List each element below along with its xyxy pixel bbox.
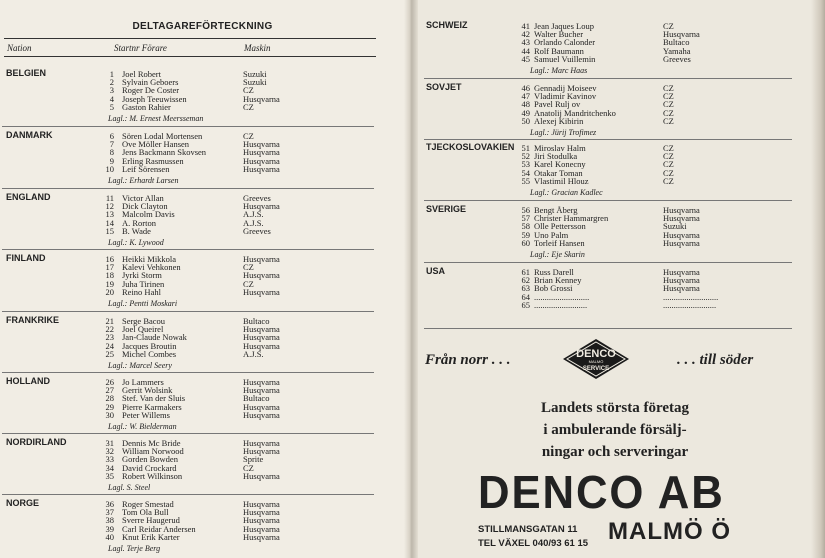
- company-street: STILLMANSGATAN 11: [478, 524, 578, 535]
- machine-name: A.J.S.: [243, 217, 264, 228]
- start-number: 19: [105, 278, 114, 289]
- machine-names: [663, 84, 674, 125]
- rider-name: Jacques Broutin: [122, 340, 177, 351]
- start-number: 59: [521, 229, 530, 240]
- header-nation: Nation: [7, 43, 32, 53]
- machine-name: CZ: [663, 167, 674, 178]
- machine-name: Husqvarna: [243, 332, 280, 343]
- machine-name: CZ: [243, 262, 254, 273]
- machine-name: Husqvarna: [243, 385, 280, 396]
- rider-name: B. Wade: [122, 225, 151, 236]
- rider-names: [122, 378, 185, 419]
- start-number: 20: [105, 286, 114, 297]
- rider-name: Michel Combes: [122, 348, 177, 359]
- section-separator: [2, 433, 374, 434]
- machine-name: Bultaco: [663, 37, 690, 48]
- machine-name: Husqvarna: [663, 283, 700, 294]
- start-number: 40: [105, 531, 114, 542]
- start-number: 15: [105, 225, 114, 236]
- rider-names: [122, 255, 181, 296]
- rider-name: William Norwood: [122, 446, 184, 457]
- company-phone: TEL VÄXEL 040/93 61 15: [478, 538, 589, 549]
- rider-name: Malcolm Davis: [122, 209, 175, 220]
- rider-name: Uno Palm: [534, 229, 569, 240]
- nation-name: USA: [426, 266, 446, 276]
- rider-name: Dick Clayton: [122, 201, 168, 212]
- machine-name: CZ: [663, 159, 674, 170]
- nation-name: SCHWEIZ: [426, 20, 468, 30]
- start-number: 12: [105, 201, 114, 212]
- left-page: [0, 0, 410, 558]
- machine-name: Husqvarna: [243, 409, 280, 420]
- rider-name: Alexej Kibirin: [534, 115, 584, 126]
- start-numbers: [516, 22, 530, 63]
- svg-text:DENCO: DENCO: [576, 348, 616, 360]
- nation-name: FRANKRIKE: [6, 315, 59, 325]
- team-leader: Lagl.: Marc Haas: [530, 66, 588, 75]
- start-numbers: [100, 70, 114, 111]
- machine-name: Husqvarna: [243, 523, 280, 534]
- machine-name: Husqvarna: [243, 254, 280, 264]
- rider-name: Joel Robert: [122, 69, 161, 79]
- start-number: 57: [521, 213, 530, 224]
- start-number: 8: [109, 147, 114, 158]
- machine-names: [243, 70, 280, 111]
- rider-names: [122, 500, 196, 541]
- start-numbers: [100, 439, 114, 480]
- nation-name: SOVJET: [426, 82, 462, 92]
- machine-name: A.J.S.: [243, 348, 264, 359]
- start-number: 23: [105, 332, 114, 343]
- ad-to-south: . . . till söder: [677, 352, 754, 368]
- start-number: 32: [105, 446, 114, 457]
- machine-name: Greeves: [663, 53, 691, 64]
- machine-name: CZ: [243, 101, 254, 112]
- start-numbers: [516, 268, 530, 309]
- start-number: 28: [105, 393, 114, 404]
- rider-name: Victor Allan: [122, 193, 164, 203]
- machine-name: Suzuki: [663, 221, 687, 232]
- machine-name: Husqvarna: [243, 93, 280, 104]
- ad-tagline-2: i ambulerande försälj-: [543, 422, 687, 438]
- section-separator: [2, 126, 374, 127]
- machine-name: CZ: [243, 85, 254, 96]
- rider-name: Tom Ola Bull: [122, 507, 169, 518]
- start-number: 50: [521, 115, 530, 126]
- start-number: 35: [105, 470, 114, 481]
- start-number: 64: [521, 291, 530, 302]
- start-number: 10: [105, 163, 114, 174]
- rider-name: Robert Wilkinson: [122, 470, 183, 481]
- rider-name: David Crockard: [122, 462, 177, 473]
- machine-name: ..........................: [663, 291, 719, 302]
- machine-name: Yamaha: [663, 45, 691, 56]
- start-number: 44: [521, 45, 530, 56]
- ad-from-north: Från norr . . .: [425, 352, 511, 368]
- page-title: DELTAGAREFÖRTECKNING: [132, 21, 273, 32]
- nation-name: NORDIRLAND: [6, 437, 67, 447]
- rider-name: Bob Grossi: [534, 283, 573, 294]
- rider-name: Samuel Vuillemin: [534, 53, 596, 64]
- rider-name: Joel Queirel: [122, 324, 164, 335]
- machine-name: Husqvarna: [243, 201, 280, 212]
- start-number: 55: [521, 175, 530, 186]
- rider-name: Russ Darell: [534, 267, 574, 277]
- start-number: 16: [105, 254, 114, 264]
- machine-name: Husqvarna: [663, 275, 700, 286]
- team-leader: Lagl.: Marcel Seery: [108, 361, 172, 370]
- machine-names: [243, 439, 280, 480]
- machine-names: [243, 255, 280, 296]
- machine-name: Husqvarna: [663, 237, 700, 248]
- machine-names: [243, 317, 280, 358]
- rider-name: Olle Pettersson: [534, 221, 586, 232]
- start-number: 13: [105, 209, 114, 220]
- header-rule-top: [4, 38, 376, 39]
- rider-names: [534, 268, 589, 309]
- start-number: 14: [105, 217, 114, 228]
- svg-text:MALMÖ: MALMÖ: [588, 359, 604, 364]
- start-number: 34: [105, 462, 114, 473]
- nation-name: DANMARK: [6, 130, 53, 140]
- machine-names: [663, 206, 700, 247]
- start-numbers: [516, 144, 530, 185]
- rider-name: Sverre Haugerud: [122, 515, 180, 526]
- company-city: MALMÖ Ö: [608, 518, 731, 545]
- rider-name: Dennis Mc Bride: [122, 438, 181, 448]
- start-number: 18: [105, 270, 114, 281]
- machine-name: Husqvarna: [243, 470, 280, 481]
- rider-name: Bengt Åberg: [534, 205, 578, 215]
- rider-name: Brian Kenney: [534, 275, 582, 286]
- rider-name: Pierre Karmakers: [122, 401, 182, 412]
- start-number: 39: [105, 523, 114, 534]
- start-numbers: [100, 317, 114, 358]
- start-number: 3: [109, 85, 114, 96]
- rider-name: Jean Jaques Loup: [534, 21, 594, 31]
- header-startnr: Startnr Förare: [114, 43, 167, 53]
- team-leader: Lagl.: M. Ernest Meersseman: [108, 114, 204, 123]
- machine-name: Husqvarna: [663, 29, 700, 40]
- rider-name: Roger Smestad: [122, 499, 174, 509]
- start-number: 26: [105, 377, 114, 387]
- team-leader: Lagl.: Gracian Kadlec: [530, 188, 603, 197]
- start-number: 22: [105, 324, 114, 335]
- machine-name: Husqvarna: [243, 340, 280, 351]
- rider-name: Orlando Calonder: [534, 37, 596, 48]
- team-leader: Lagl.: Pentti Moskari: [108, 299, 178, 308]
- machine-names: [243, 500, 280, 541]
- start-number: 29: [105, 401, 114, 412]
- start-numbers: [100, 378, 114, 419]
- rider-name: Walter Bucher: [534, 29, 584, 40]
- start-number: 5: [109, 101, 114, 112]
- rider-name: Christer Hammargren: [534, 213, 609, 224]
- start-number: 47: [521, 91, 530, 102]
- nation-name: NORGE: [6, 498, 40, 508]
- machine-name: CZ: [663, 21, 674, 31]
- team-leader: Lagl.: K. Lywood: [108, 238, 164, 247]
- section-separator: [424, 200, 792, 201]
- start-number: 38: [105, 515, 114, 526]
- nation-name: SVERIGE: [426, 204, 467, 214]
- machine-name: A.J.S.: [243, 209, 264, 220]
- rider-names: [122, 439, 184, 480]
- rider-name: Serge Bacou: [122, 316, 166, 326]
- machine-name: Husqvarna: [243, 401, 280, 412]
- rider-name: ..........................: [534, 291, 590, 302]
- start-number: 45: [521, 53, 530, 64]
- start-number: 48: [521, 99, 530, 110]
- start-number: 4: [109, 93, 114, 104]
- rider-name: Rolf Baumann: [534, 45, 584, 56]
- start-number: 25: [105, 348, 114, 359]
- machine-name: Sprite: [243, 454, 264, 465]
- section-separator: [424, 139, 792, 140]
- machine-name: Suzuki: [243, 77, 267, 88]
- rider-name: Peter Willems: [122, 409, 170, 420]
- start-number: 1: [109, 69, 114, 79]
- machine-name: CZ: [243, 278, 254, 289]
- machine-name: Greeves: [243, 225, 271, 236]
- start-number: 63: [521, 283, 530, 294]
- section-separator: [2, 188, 374, 189]
- start-number: 24: [105, 340, 114, 351]
- start-number: 58: [521, 221, 530, 232]
- rider-names: [534, 22, 595, 63]
- machine-name: Husqvarna: [243, 446, 280, 457]
- start-number: 53: [521, 159, 530, 170]
- start-number: 7: [109, 139, 114, 150]
- machine-name: Husqvarna: [663, 229, 700, 240]
- rider-names: [534, 84, 616, 125]
- machine-name: Suzuki: [243, 69, 267, 79]
- page-edge: [811, 0, 825, 558]
- machine-name: Husqvarna: [243, 438, 280, 448]
- start-number: 9: [109, 155, 114, 166]
- start-numbers: [100, 194, 114, 235]
- machine-names: [243, 132, 280, 173]
- machine-name: Husqvarna: [243, 163, 280, 174]
- machine-name: Husqvarna: [243, 270, 280, 281]
- machine-name: Husqvarna: [243, 147, 280, 158]
- ad-separator: [424, 328, 792, 329]
- start-number: 31: [105, 438, 114, 448]
- rider-name: Karel Konecny: [534, 159, 586, 170]
- team-leader: Lagl.: W. Bielderman: [108, 422, 177, 431]
- start-numbers: [100, 255, 114, 296]
- machine-names: [663, 22, 700, 63]
- rider-name: Otakar Toman: [534, 167, 583, 178]
- rider-name: Ove Möller Hansen: [122, 139, 190, 150]
- machine-name: Husqvarna: [243, 155, 280, 166]
- rider-names: [122, 317, 187, 358]
- nation-name: TJECKOSLOVAKIEN: [426, 142, 515, 152]
- machine-name: Husqvarna: [243, 499, 280, 509]
- machine-name: CZ: [663, 175, 674, 186]
- rider-name: Reino Hahl: [122, 286, 161, 297]
- start-numbers: [516, 206, 530, 247]
- machine-name: CZ: [663, 99, 674, 110]
- rider-names: [122, 194, 175, 235]
- team-leader: Lagl.: Erhardt Larsen: [108, 176, 179, 185]
- svg-text:SERVICE: SERVICE: [582, 366, 610, 372]
- rider-name: Sylvain Geboers: [122, 77, 179, 88]
- start-number: 37: [105, 507, 114, 518]
- machine-name: Bultaco: [243, 316, 270, 326]
- rider-name: Roger De Coster: [122, 85, 180, 96]
- start-number: 30: [105, 409, 114, 420]
- rider-name: Pavel Rulj ov: [534, 99, 581, 110]
- section-separator: [2, 249, 374, 250]
- rider-name: Vlastimil Hlouz: [534, 175, 589, 186]
- machine-name: Husqvarna: [243, 324, 280, 335]
- start-number: 56: [521, 205, 530, 215]
- book-spine: [404, 0, 418, 558]
- machine-name: CZ: [663, 91, 674, 102]
- rider-names: [534, 206, 608, 247]
- rider-name: Jiri Stodulka: [534, 151, 578, 162]
- machine-name: CZ: [663, 107, 674, 118]
- rider-names: [122, 70, 187, 111]
- start-number: 49: [521, 107, 530, 118]
- machine-name: Husqvarna: [663, 267, 700, 277]
- rider-name: Leif Sörensen: [122, 163, 170, 174]
- rider-name: .........................: [534, 299, 588, 310]
- start-number: 54: [521, 167, 530, 178]
- machine-name: Husqvarna: [663, 205, 700, 215]
- rider-name: Carl Reidar Andersen: [122, 523, 196, 534]
- machine-name: CZ: [663, 151, 674, 162]
- machine-names: [243, 378, 280, 419]
- rider-name: Gerrit Wolsink: [122, 385, 173, 396]
- start-number: 42: [521, 29, 530, 40]
- rider-name: Gennadij Moiseev: [534, 83, 597, 93]
- rider-name: Joseph Teeuwissen: [122, 93, 187, 104]
- nation-name: ENGLAND: [6, 192, 51, 202]
- start-number: 17: [105, 262, 114, 273]
- rider-name: Jyrki Storm: [122, 270, 162, 281]
- team-leader: Lagl. S. Steel: [108, 483, 151, 492]
- nation-name: FINLAND: [6, 253, 46, 263]
- rider-name: Erling Rasmussen: [122, 155, 184, 166]
- section-separator: [2, 311, 374, 312]
- machine-name: Greeves: [243, 193, 271, 203]
- start-number: 36: [105, 499, 114, 509]
- team-leader: Lagl.: Eje Skarin: [530, 250, 585, 259]
- machine-name: CZ: [663, 143, 674, 153]
- machine-names: [663, 144, 674, 185]
- rider-name: Miroslav Halm: [534, 143, 586, 153]
- machine-name: CZ: [243, 462, 254, 473]
- start-number: 43: [521, 37, 530, 48]
- start-number: 65: [521, 299, 530, 310]
- machine-name: CZ: [663, 83, 674, 93]
- machine-name: Husqvarna: [243, 139, 280, 150]
- start-numbers: [100, 132, 114, 173]
- rider-names: [122, 132, 206, 173]
- nation-name: HOLLAND: [6, 376, 50, 386]
- rider-name: Jan-Claude Nowak: [122, 332, 187, 343]
- ad-tagline-3: ningar och serveringar: [541, 444, 689, 460]
- machine-name: Husqvarna: [243, 286, 280, 297]
- start-number: 33: [105, 454, 114, 465]
- rider-name: Gorden Bowden: [122, 454, 178, 465]
- rider-names: [534, 144, 589, 185]
- start-number: 2: [109, 77, 114, 88]
- start-number: 11: [105, 193, 114, 203]
- machine-names: [243, 194, 280, 235]
- section-separator: [2, 372, 374, 373]
- rider-name: Knut Erik Karter: [122, 531, 180, 542]
- section-separator: [424, 262, 792, 263]
- rider-name: Jens Backmann Skovsen: [122, 147, 207, 158]
- start-number: 27: [105, 385, 114, 396]
- start-number: 21: [105, 316, 114, 326]
- start-number: 52: [521, 151, 530, 162]
- start-numbers: [100, 500, 114, 541]
- header-maskin: Maskin: [244, 43, 271, 53]
- rider-name: Sören Lodal Mortensen: [122, 131, 203, 141]
- section-separator: [2, 494, 374, 495]
- rider-name: Stef. Van der Sluis: [122, 393, 186, 404]
- start-number: 46: [521, 83, 530, 93]
- nation-name: BELGIEN: [6, 68, 47, 78]
- start-number: 60: [521, 237, 530, 248]
- machine-name: Husqvarna: [243, 507, 280, 518]
- machine-name: Bultaco: [243, 393, 270, 404]
- machine-name: Husqvarna: [243, 531, 280, 542]
- start-numbers: [516, 84, 530, 125]
- ad-tagline-1: Landets största företag: [540, 400, 690, 416]
- rider-name: Jo Lammers: [122, 377, 164, 387]
- machine-names: [663, 268, 718, 309]
- start-number: 61: [521, 267, 530, 277]
- machine-name: CZ: [243, 131, 254, 141]
- denco-logo: [562, 338, 630, 380]
- rider-name: Juha Tirinen: [122, 278, 165, 289]
- machine-name: Husqvarna: [663, 213, 700, 224]
- start-number: 41: [521, 21, 530, 31]
- machine-name: Husqvarna: [243, 377, 280, 387]
- rider-name: Torleif Hansen: [534, 237, 585, 248]
- start-number: 6: [109, 131, 114, 141]
- team-leader: Lagl. Terje Berg: [108, 544, 161, 553]
- rider-name: Gaston Rahier: [122, 101, 171, 112]
- team-leader: Lagl.: Jürij Trofimez: [530, 128, 597, 137]
- machine-name: Husqvarna: [243, 515, 280, 526]
- machine-name: CZ: [663, 115, 674, 126]
- section-separator: [424, 78, 792, 79]
- company-name: DENCO AB: [478, 466, 725, 518]
- start-number: 62: [521, 275, 530, 286]
- rider-name: Anatolij Mandritchenko: [534, 107, 616, 118]
- rider-name: Kalevi Vehkonen: [122, 262, 181, 273]
- header-rule-bottom: [4, 56, 376, 57]
- rider-name: Heikki Mikkola: [122, 254, 177, 264]
- rider-name: Vladimir Kavinov: [534, 91, 597, 102]
- start-number: 51: [521, 143, 530, 153]
- rider-name: A. Rorton: [122, 217, 156, 228]
- machine-name: .........................: [663, 299, 717, 310]
